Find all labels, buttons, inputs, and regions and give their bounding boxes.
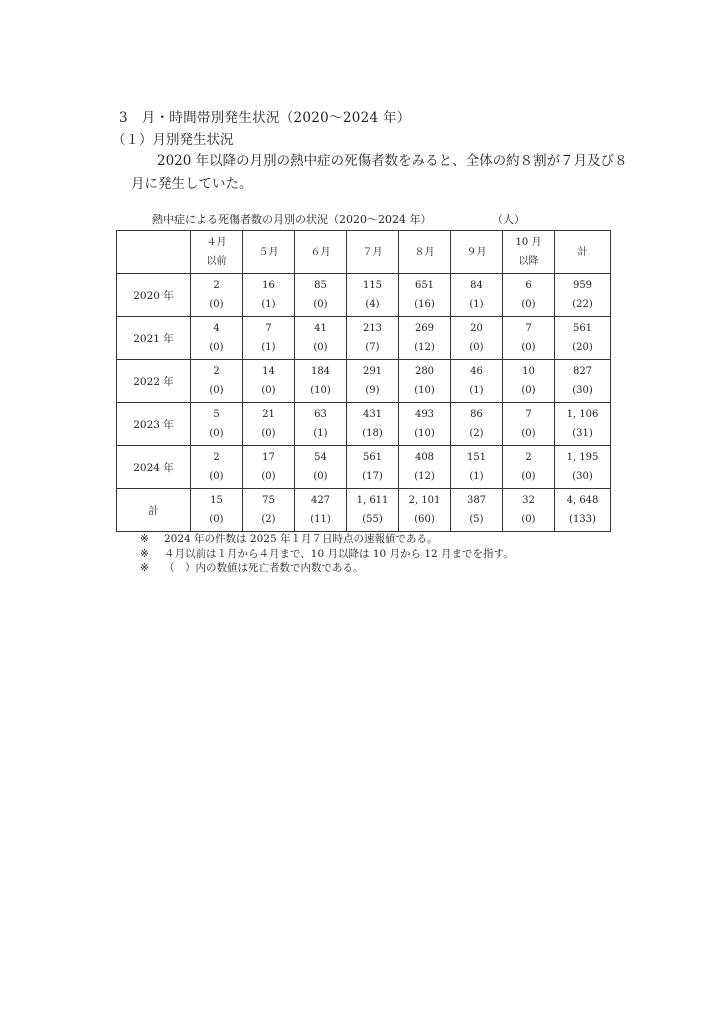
cell-total: 32 (522, 495, 535, 506)
cell-deaths: (12) (414, 471, 435, 482)
cell-deaths: (30) (572, 471, 593, 482)
section-title: 3 月・時間帯別発生状況（2020〜2024 年） (119, 110, 411, 126)
cell-deaths: (1) (469, 299, 484, 310)
table-cell (347, 317, 399, 360)
table-cell (243, 489, 295, 532)
table-caption (152, 211, 525, 227)
cell-deaths: (7) (365, 342, 380, 353)
table-row (117, 360, 611, 403)
cell-deaths: (0) (209, 471, 224, 482)
cell-deaths: (5) (469, 514, 484, 525)
table-cell (451, 489, 503, 532)
column-header-line1: ９月 (466, 246, 487, 258)
cell-deaths: (2) (261, 514, 276, 525)
note-item (140, 561, 514, 576)
table-cell (191, 446, 243, 489)
table-row (117, 403, 611, 446)
cell-deaths: (20) (572, 342, 593, 353)
column-header (451, 231, 503, 274)
cell-total: 7 (525, 409, 532, 420)
cell-deaths: (10) (414, 428, 435, 439)
cell-total: 17 (262, 452, 275, 463)
cell-total: 427 (310, 495, 331, 506)
cell-deaths: (0) (209, 385, 224, 396)
column-header-line1: ８月 (414, 246, 435, 258)
table-cell (503, 274, 555, 317)
cell-deaths: (0) (209, 342, 224, 353)
summary-paragraph: 2020 年以降の月別の熱中症の死傷者数をみると、全体の約８割が７月及び８月に発生していた。 (131, 153, 628, 192)
cell-deaths: (31) (572, 428, 593, 439)
column-header (117, 231, 191, 274)
cell-deaths: (1) (469, 385, 484, 396)
cell-total: 63 (314, 409, 327, 420)
cell-total: 2 (213, 280, 220, 291)
table-cell (347, 403, 399, 446)
table-cell (243, 317, 295, 360)
cell-deaths: (30) (572, 385, 593, 396)
note-item (140, 532, 514, 547)
table-cell (399, 403, 451, 446)
subsection-title: （１）月別発生状況 (112, 132, 234, 148)
cell-total: 184 (310, 366, 331, 377)
cell-deaths: (11) (310, 514, 331, 525)
cell-deaths: (0) (261, 471, 276, 482)
cell-total: 5 (213, 409, 220, 420)
note-item (140, 547, 514, 562)
cell-total: 1, 106 (566, 409, 599, 420)
table-cell (243, 446, 295, 489)
cell-deaths: (1) (261, 299, 276, 310)
cell-deaths: (10) (310, 385, 331, 396)
table-cell (451, 446, 503, 489)
cell-deaths: (0) (521, 428, 536, 439)
table-cell (555, 489, 611, 532)
cell-total: 431 (362, 409, 383, 420)
cell-deaths: (0) (521, 342, 536, 353)
table-cell (555, 317, 611, 360)
cell-deaths: (10) (414, 385, 435, 396)
cell-total: 291 (362, 366, 383, 377)
table-cell (191, 274, 243, 317)
table-row (117, 317, 611, 360)
cell-deaths: (1) (261, 342, 276, 353)
table-cell (191, 317, 243, 360)
table-cell (295, 446, 347, 489)
cell-total: 1, 195 (566, 452, 599, 463)
table-cell (503, 489, 555, 532)
column-header-line2: 以前 (206, 256, 227, 267)
cell-total: 85 (314, 280, 327, 291)
cell-deaths: (133) (569, 514, 596, 525)
cell-total: 408 (414, 452, 435, 463)
column-header (503, 231, 555, 274)
table-cell (503, 446, 555, 489)
cell-deaths: (16) (414, 299, 435, 310)
column-header-line1: 10 月 (515, 237, 542, 248)
cell-deaths: (0) (313, 471, 328, 482)
cell-deaths: (4) (365, 299, 380, 310)
table-cell (399, 317, 451, 360)
column-header-line1: ６月 (310, 246, 331, 258)
cell-total: 84 (470, 280, 483, 291)
cell-deaths: (9) (365, 385, 380, 396)
note-text: ４月以前は１月から４月まで、10 月以降は 10 月から 12 月までを指す。 (164, 547, 514, 560)
note-mark: ※ (140, 562, 149, 574)
table-cell (451, 360, 503, 403)
column-header (555, 231, 611, 274)
cell-deaths: (55) (362, 514, 383, 525)
cell-total: 75 (262, 495, 275, 506)
table-cell (295, 489, 347, 532)
table-cell (503, 360, 555, 403)
cell-deaths: (0) (313, 342, 328, 353)
table-cell (503, 403, 555, 446)
column-header (399, 231, 451, 274)
column-header (295, 231, 347, 274)
cell-deaths: (0) (521, 385, 536, 396)
cell-total: 4 (213, 323, 220, 334)
table-cell (555, 403, 611, 446)
table-cell (347, 360, 399, 403)
table-cell (191, 360, 243, 403)
cell-total: 20 (470, 323, 483, 334)
cell-total: 213 (362, 323, 383, 334)
table-cell (243, 274, 295, 317)
column-header-line1: ７月 (362, 246, 383, 258)
table-cell (399, 446, 451, 489)
cell-total: 16 (262, 280, 275, 291)
cell-total: 269 (414, 323, 435, 334)
table-cell (451, 317, 503, 360)
cell-total: 115 (362, 280, 383, 291)
column-header-line2: 以降 (518, 256, 539, 267)
cell-total: 151 (466, 452, 487, 463)
cell-total: 959 (572, 280, 593, 291)
cell-total: 15 (210, 495, 223, 506)
cell-total: 6 (525, 280, 532, 291)
cell-deaths: (0) (209, 514, 224, 525)
cell-total: 561 (362, 452, 383, 463)
cell-deaths: (0) (521, 299, 536, 310)
cell-deaths: (18) (362, 428, 383, 439)
cell-total: 387 (466, 495, 487, 506)
table-cell (555, 274, 611, 317)
cell-deaths: (0) (521, 514, 536, 525)
note-mark: ※ (140, 533, 149, 545)
cell-deaths: (12) (414, 342, 435, 353)
cell-total: 46 (470, 366, 483, 377)
table-cell (347, 274, 399, 317)
cell-total: 7 (265, 323, 272, 334)
table-cell (555, 360, 611, 403)
table-cell (555, 446, 611, 489)
cell-total: 651 (414, 280, 435, 291)
row-label: 2021 年 (117, 317, 191, 360)
table-cell (451, 274, 503, 317)
table-row (117, 446, 611, 489)
note-mark: ※ (140, 547, 149, 560)
row-label: 2023 年 (117, 403, 191, 446)
cell-total: 2, 101 (408, 495, 441, 506)
table-cell (399, 489, 451, 532)
cell-total: 7 (525, 323, 532, 334)
monthly-casualties-table (116, 230, 611, 532)
table-unit: （人） (492, 213, 525, 226)
table-cell (191, 403, 243, 446)
table-cell (347, 446, 399, 489)
cell-deaths: (1) (313, 428, 328, 439)
row-label: 2022 年 (117, 360, 191, 403)
table-cell (347, 489, 399, 532)
note-text: 2024 年の件数は 2025 年１月７日時点の速報値である。 (164, 533, 438, 545)
row-label: 2024 年 (117, 446, 191, 489)
table-row (117, 489, 611, 532)
table-cell (399, 274, 451, 317)
row-label: 2020 年 (117, 274, 191, 317)
cell-deaths: (0) (209, 428, 224, 439)
cell-deaths: (22) (572, 299, 593, 310)
cell-deaths: (0) (469, 342, 484, 353)
table-cell (243, 360, 295, 403)
cell-total: 54 (314, 452, 327, 463)
table-cell (295, 403, 347, 446)
cell-total: 4, 648 (566, 495, 599, 506)
note-text: （ ）内の数値は死亡者数で内数である。 (164, 562, 364, 574)
column-header (191, 231, 243, 274)
table-cell (295, 360, 347, 403)
cell-total: 1, 611 (356, 495, 389, 506)
cell-deaths: (17) (362, 471, 383, 482)
cell-deaths: (0) (313, 299, 328, 310)
table-cell (451, 403, 503, 446)
cell-total: 10 (522, 366, 535, 377)
cell-total: 41 (314, 323, 327, 334)
cell-total: 2 (525, 452, 532, 463)
table-cell (295, 274, 347, 317)
cell-total: 561 (572, 323, 593, 334)
cell-total: 2 (213, 366, 220, 377)
cell-deaths: (2) (469, 428, 484, 439)
cell-deaths: (60) (414, 514, 435, 525)
column-header-line1: 計 (577, 246, 588, 258)
cell-deaths: (1) (469, 471, 484, 482)
notes (140, 532, 514, 576)
cell-total: 86 (470, 409, 483, 420)
row-label: 計 (117, 489, 191, 532)
cell-total: 827 (572, 366, 593, 377)
table-header-row (117, 231, 611, 274)
cell-total: 2 (213, 452, 220, 463)
table-cell (503, 317, 555, 360)
cell-total: 280 (414, 366, 435, 377)
cell-deaths: (0) (209, 299, 224, 310)
column-header-line1: ５月 (258, 246, 279, 258)
cell-deaths: (0) (261, 385, 276, 396)
cell-deaths: (0) (521, 471, 536, 482)
column-header (243, 231, 295, 274)
cell-total: 14 (262, 366, 275, 377)
table-row (117, 274, 611, 317)
table-cell (295, 317, 347, 360)
table-cell (243, 403, 295, 446)
cell-deaths: (0) (261, 428, 276, 439)
cell-total: 21 (262, 409, 275, 420)
column-header (347, 231, 399, 274)
cell-total: 493 (414, 409, 435, 420)
table-cell (191, 489, 243, 532)
table-cell (399, 360, 451, 403)
column-header-line1: ４月 (206, 237, 227, 248)
table-caption-text: 熱中症による死傷者数の月別の状況（2020〜2024 年） (152, 213, 432, 226)
